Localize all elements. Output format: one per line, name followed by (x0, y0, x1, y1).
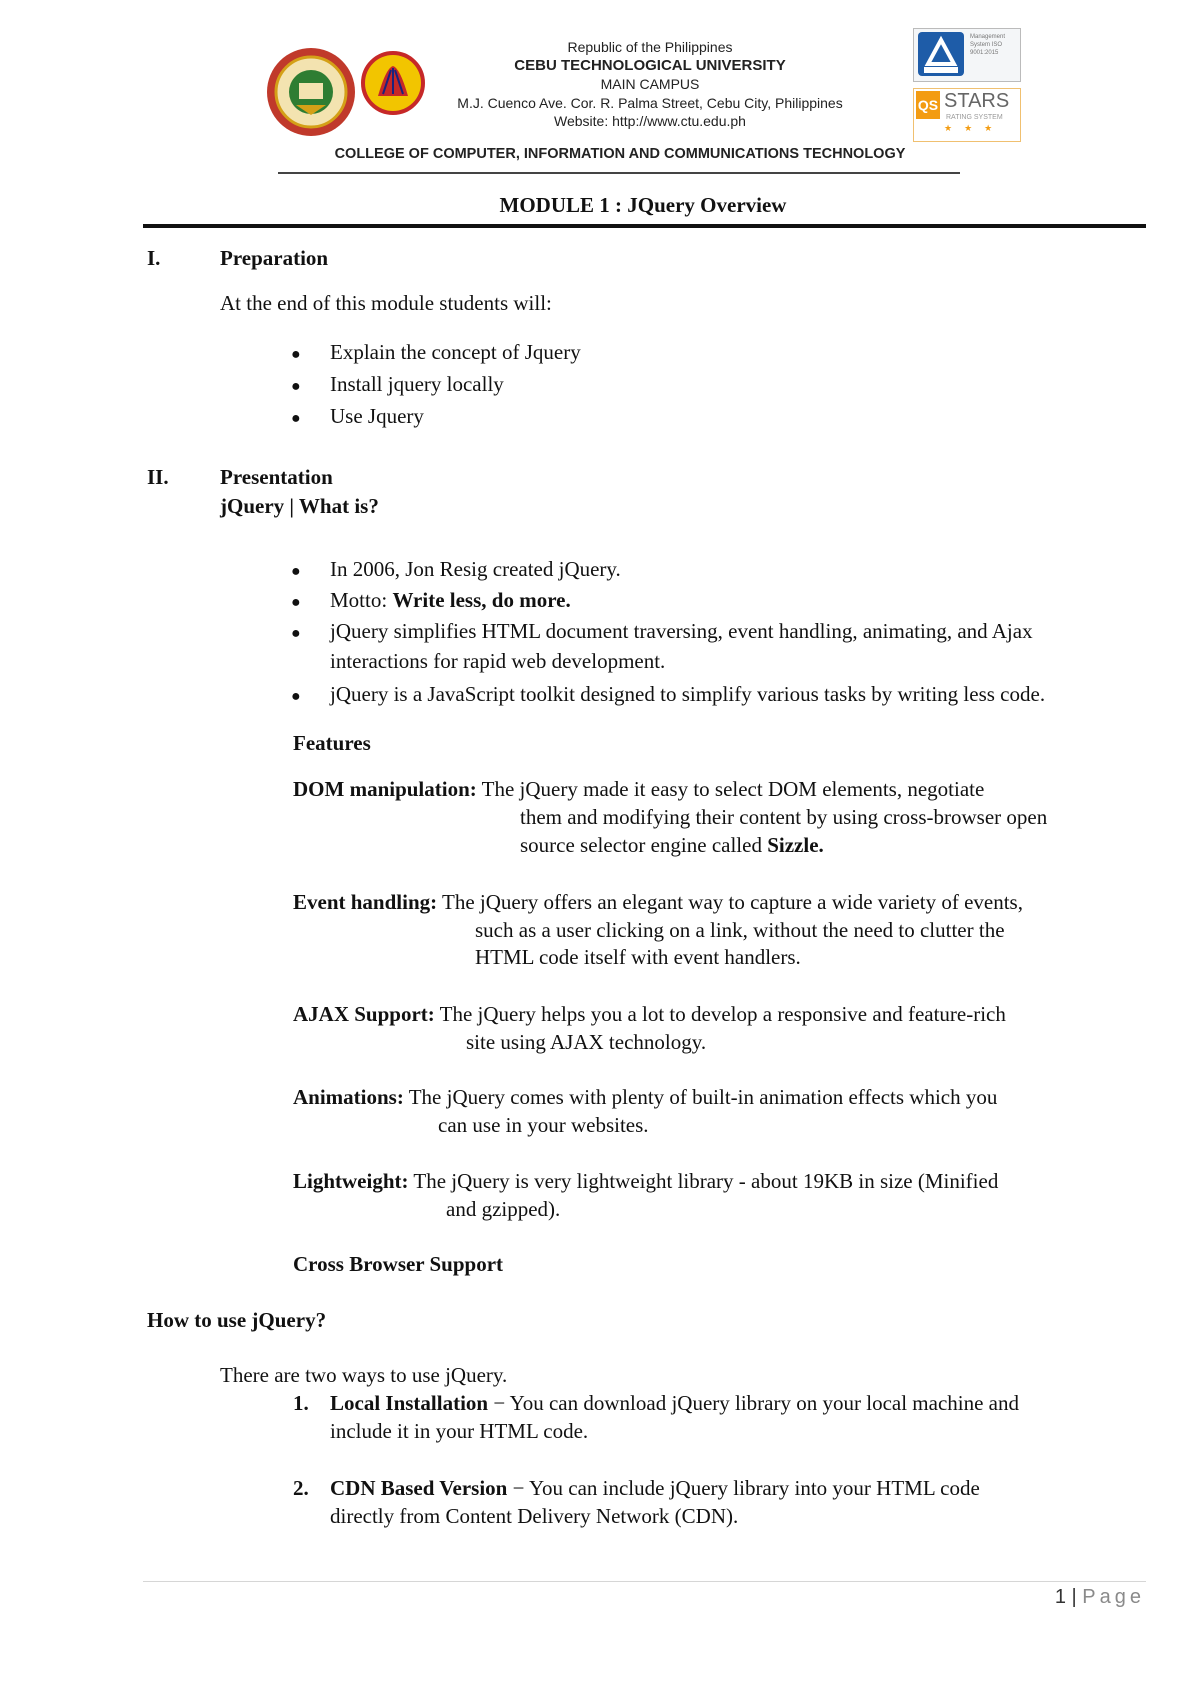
list-bullet-icon: ● (291, 563, 301, 580)
feature-cross-browser: Cross Browser Support (293, 1252, 504, 1276)
stars-sub-label: RATING SYSTEM (946, 114, 1003, 121)
objective-item: Install jquery locally (330, 372, 504, 396)
university-name: CEBU TECHNOLOGICAL UNIVERSITY (514, 56, 786, 74)
bullet-motto (330, 586, 571, 615)
page-number: 1 (1054, 1586, 1066, 1608)
how-to-heading: How to use jQuery? (147, 1308, 327, 1332)
feature-dom (293, 775, 984, 804)
page-label: Page (1082, 1586, 1145, 1608)
list-bullet-icon: ● (291, 346, 301, 363)
list-number: 1. (293, 1391, 309, 1415)
bullet-simplifies-line1: jQuery simplifies HTML document traversing, event handling, animating, and Ajax (330, 619, 1033, 643)
feature-desc-line: site using AJAX technology. (466, 1030, 707, 1054)
how-to-item-local (330, 1389, 1019, 1418)
feature-event (293, 888, 1023, 917)
feature-desc-line (520, 831, 824, 860)
campus-name: MAIN CAMPUS (600, 76, 700, 92)
feature-term: AJAX Support: (293, 1002, 435, 1026)
list-bullet-icon: ● (291, 625, 301, 642)
item-term: CDN Based Version (330, 1476, 508, 1500)
bullet-history: In 2006, Jon Resig created jQuery. (330, 557, 621, 581)
stars-label: STARS (944, 90, 1010, 112)
objective-item: Use Jquery (330, 404, 424, 428)
feature-animations (293, 1083, 997, 1112)
how-to-intro: There are two ways to use jQuery. (220, 1363, 508, 1387)
title-divider (143, 224, 1146, 228)
ctu-seal-logo (266, 47, 356, 137)
list-bullet-icon: ● (291, 594, 301, 611)
feature-desc-line: HTML code itself with event handlers. (475, 945, 801, 969)
feature-desc: The jQuery comes with plenty of built-in animation effects which you (408, 1085, 998, 1109)
module-title: MODULE 1 : JQuery Overview (499, 193, 787, 217)
qs-stars-badge (913, 88, 1021, 142)
features-heading: Features (293, 731, 371, 755)
feature-desc: The jQuery offers an elegant way to capture a wide variety of events, (442, 890, 1023, 914)
feature-term: Animations: (293, 1085, 404, 1109)
header-divider (278, 172, 960, 174)
feature-ajax (293, 1000, 1006, 1029)
feature-desc: The jQuery made it easy to select DOM elements, negotiate (481, 777, 985, 801)
section-numeral-2: II. (147, 465, 169, 489)
preparation-intro: At the end of this module students will: (220, 291, 552, 315)
college-name: COLLEGE OF COMPUTER, INFORMATION AND COMMUNICATIONS TECHNOLOGY (334, 146, 906, 162)
feature-lightweight (293, 1167, 998, 1196)
feature-term: Lightweight: (293, 1169, 409, 1193)
republic-line: Republic of the Philippines (567, 39, 733, 55)
item-desc: − You can download jQuery library on your local machine and (488, 1391, 1019, 1415)
feature-term: DOM manipulation: (293, 777, 477, 801)
tuv-iso-badge (913, 28, 1021, 82)
list-bullet-icon: ● (291, 688, 301, 705)
address-line: M.J. Cuenco Ave. Cor. R. Palma Street, Cebu City, Philippines (457, 94, 843, 111)
section-heading-presentation: Presentation (220, 465, 333, 489)
list-number: 2. (293, 1476, 309, 1500)
objective-item: Explain the concept of Jquery (330, 340, 581, 364)
asean-logo (358, 48, 428, 118)
qs-label: QS (916, 91, 940, 119)
how-to-item-cdn (330, 1474, 980, 1503)
subheading-what-is: jQuery | What is? (220, 494, 379, 518)
list-bullet-icon: ● (291, 378, 301, 395)
feature-desc-line: and gzipped). (446, 1197, 561, 1221)
website-line: Website: http://www.ctu.edu.ph (554, 113, 746, 129)
section-heading-preparation: Preparation (220, 246, 329, 270)
feature-term: Event handling: (293, 890, 438, 914)
bullet-toolkit: jQuery is a JavaScript toolkit designed to simplify various tasks by writing less code. (330, 682, 1046, 706)
section-numeral-1: I. (147, 246, 161, 270)
bullet-simplifies-line2: interactions for rapid web development. (330, 649, 666, 673)
item-desc-line: include it in your HTML code. (330, 1419, 589, 1443)
feature-desc: The jQuery helps you a lot to develop a responsive and feature-rich (439, 1002, 1006, 1026)
feature-desc-line: them and modifying their content by using cross-browser open (520, 805, 1048, 829)
motto-prefix: Motto: (330, 588, 393, 612)
feature-desc: The jQuery is very lightweight library - about 19KB in size (Minified (413, 1169, 999, 1193)
page-footer (1055, 1586, 1145, 1609)
list-bullet-icon: ● (291, 410, 301, 427)
motto-text: Write less, do more. (392, 588, 571, 612)
feature-desc: source selector engine called (520, 833, 768, 857)
item-desc: − You can include jQuery library into your HTML code (507, 1476, 980, 1500)
item-term: Local Installation (330, 1391, 489, 1415)
feature-desc-line: such as a user clicking on a link, without the need to clutter the (475, 918, 1005, 942)
feature-desc-line: can use in your websites. (438, 1113, 649, 1137)
item-desc-line: directly from Content Delivery Network (CDN). (330, 1504, 739, 1528)
university-header (430, 38, 870, 131)
sizzle-term: Sizzle. (767, 833, 824, 857)
tuv-caption: Management System ISO 9001:2015 (970, 34, 1006, 56)
page-separator: | (1071, 1586, 1077, 1608)
stars-rating-icon: ★★★ (944, 123, 1005, 133)
footer-divider (143, 1581, 1146, 1582)
